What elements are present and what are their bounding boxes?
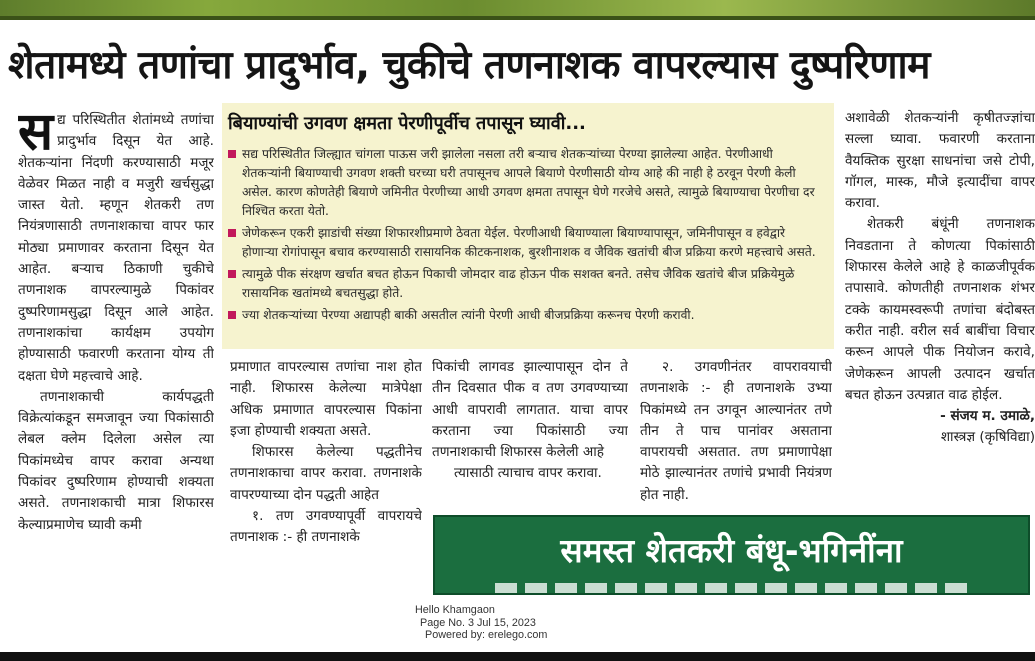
box-bullet-item [228, 145, 824, 221]
footer-page-date: Page No. 3 Jul 15, 2023 [420, 616, 536, 629]
footer-publication: Hello Khamgaon [415, 604, 495, 616]
box-title: बियाण्यांची उगवण क्षमता पेरणीपूर्वीच तपासून घ्यावी... [228, 113, 586, 134]
banner-text: समस्त शेतकरी बंधू-भगिनींना [560, 531, 903, 570]
col1-paragraph-2: तणनाशकाची कार्यपद्धती विक्रेत्यांकडून समजावून ज्या पिकांसाठी लेबल क्लेम दिलेला असेल त्या पिकांमध्येच वापर करावा अन्यथा पिकांवर दुष्परिणाम होण्याची शक्यता असते. तणनाशकाची मात्रा शिफारस केल्याप्रमाणेच घ्यावी कमी [18, 388, 214, 533]
article-column-4 [640, 357, 832, 507]
col5-paragraph-2: शेतकरी बंधूंनी तणनाशक निवडताना ते कोणत्या पिकांसाठी शिफारस केलेले आहे हे काळजीपूर्वक तपासावे. कोणतीही तणनाशक शंभर टक्के कायमस्वरूपी तणांचा बंदोबस्त करीत नाही. वरील सर्व बाबींचा विचार करून आपले पीक नियोजन करावे, जेणेकरून आपली उत्पादन खर्चात बचत होऊन उत्पन्नात वाढ होईल. [845, 216, 1035, 403]
box-bullet-item [228, 224, 824, 262]
article-column-1 [18, 110, 214, 600]
drop-cap: स [18, 110, 54, 162]
article-column-5 [845, 108, 1035, 518]
author-signature: - संजय म. उमाळे, [940, 408, 1035, 425]
box-bullet-item [228, 306, 824, 325]
bullet-square-icon [228, 229, 236, 237]
article-headline: शेतामध्ये तणांचा प्रादुर्भाव, चुकीचे तणनाशक वापरल्यास दुष्परिणाम [8, 43, 930, 88]
col2-paragraph-3: १. तण उगवण्यापूर्वी वापरायचे तणनाशक :- ही तणनाशके [230, 508, 422, 546]
bullet-square-icon [228, 311, 236, 319]
col5-paragraph-1: अशावेळी शेतकऱ्यांनी कृषीतज्ज्ञांचा सल्ला घ्यावा. फवारणी करताना वैयक्तिक सुरक्षा साधनांचा जसे टोपी, गॉगल, मास्क, मौजे इत्यादींचा वापर करावा. [845, 110, 1035, 212]
box-bullet-text: ज्या शेतकऱ्यांच्या पेरण्या अद्यापही बाकी असतील त्यांनी पेरणी आधी बीजप्रक्रिया करूनच पेरणी करावी. [242, 308, 695, 322]
box-bullet-text: सद्य परिस्थितीत जिल्ह्यात चांगला पाऊस जरी झालेला नसला तरी बऱ्याच शेतकऱ्यांच्या पेरण्या झालेल्या आहेत. पेरणीआधी शेतकऱ्यांनी बियाण्याची उगवण शक्ती घरच्या घरी तपासूनच आपले बियाणे पेरणीसाठी योग्य आहे की नाही हे ठरवून पेरणी केली असेल. कारण कोणतेही बियाणे जमिनीत पेरणीच्या आधी उगवण क्षमता तपासून घेणे गरजेचे असते, त्यामुळे बियाण्याचा पेरणीचा दर निश्चित करता येतो. [242, 147, 815, 218]
col4-paragraph-1: २. उगवणीनंतर वापरावयाची तणनाशके :- ही तणनाशके उभ्या पिकांमध्ये तन उगवून आल्यानंतर तणे तीन ते पाच पानांवर असताना वापरायची असतात. तण प्रमाणापेक्षा मोठे झाल्यानंतर तणांचे प्रभावी नियंत्रण होत नाही. [640, 359, 832, 503]
banner-cropped-line [495, 583, 968, 595]
author-designation: शास्त्रज्ञ (कृषिविद्या) [940, 429, 1035, 446]
footer-powered-by: Powered by: erelego.com [425, 629, 548, 642]
box-bullet-text: त्यामुळे पीक संरक्षण खर्चात बचत होऊन पिकाची जोमदार वाढ होऊन पीक सशक्त बनते. तसेच जैविक खतांचे बीज प्रक्रियेमुळे रासायनिक खतांमध्ये बचतसुद्धा होते. [242, 267, 795, 300]
col2-paragraph-1: प्रमाणात वापरल्यास तणांचा नाश होत नाही. शिफारस केलेल्या मात्रेपेक्षा अधिक प्रमाणात वापरल्यास पिकांना इजा होण्याची शक्यता असते. [230, 359, 422, 439]
article-column-3 [432, 357, 628, 507]
header-photo-strip [0, 0, 1035, 20]
article-column-2 [230, 357, 422, 597]
bottom-bar [0, 652, 1035, 661]
box-bullet-text: जेणेकरून एकरी झाडांची संख्या शिफारशीप्रमाणे ठेवता येईल. पेरणीआधी बियाण्याला बियाण्यापासून, जमिनीपासून व हवेद्वारे होणाऱ्या रोगांपासून बचाव करण्यासाठी रासायनिक कीटकनाशक, बुरशीनाशक व जैविक खतांची बीज प्रक्रिया करणे महत्त्वाचे असते. [242, 226, 816, 259]
bullet-square-icon [228, 150, 236, 158]
col1-paragraph-1: द्य परिस्थितीत शेतांमध्ये तणांचा प्रादुर्भाव दिसून येत आहे. शेतकऱ्यांना निंदणी करण्यासाठी मजूर वेळेवर मिळत नाही व मजुरी खर्चसुद्धा जास्त येतो. म्हणून शेतकरी तण नियंत्रणासाठी तणनाशकाचा वापर फार मोठ्या प्रमाणावर करताना दिसून येत आहेत. बऱ्याच ठिकाणी चुकीचे तणनाशक वापरल्यामुळे पिकांवर दुष्परिणामसुद्धा दिसून आले आहेत. तणनाशकांचा कार्यक्षम उपयोग होण्यासाठी फवारणी करताना योग्य ती दक्षता घेणे महत्त्वाचे आहे. [18, 112, 214, 384]
bullet-square-icon [228, 270, 236, 278]
col2-paragraph-2: शिफारस केलेल्या पद्धतीनेच तणनाशकाचा वापर करावा. तणनाशके वापरण्याच्या दोन पद्धती आहेत [230, 444, 422, 503]
epaper-footer [415, 604, 615, 642]
box-bullet-item [228, 265, 824, 303]
seed-germination-box [222, 103, 834, 349]
col3-paragraph-1: पिकांची लागवड झाल्यापासून दोन ते तीन दिवसात पीक व तण उगवण्याच्या आधी वापरावी लागतात. याचा वापर करताना ज्या पिकांसाठी ज्या तणनाशकाची शिफारस केलेली आहे [432, 359, 628, 461]
col3-paragraph-2: त्यासाठी त्याचाच वापर करावा. [454, 465, 602, 482]
greeting-banner [433, 515, 1030, 595]
